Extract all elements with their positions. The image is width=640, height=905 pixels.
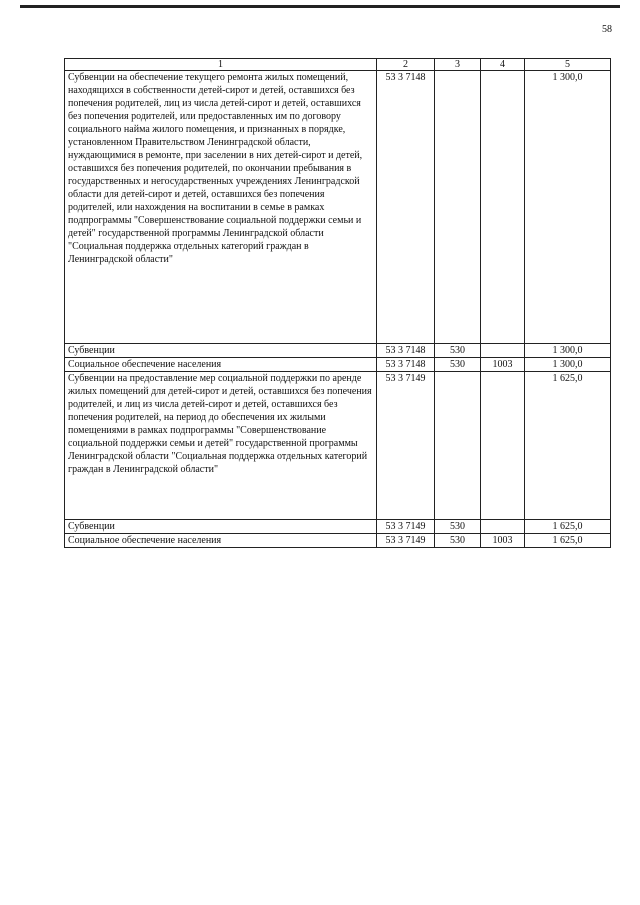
row-amount: 1 300,0 <box>525 71 611 344</box>
row-rz <box>481 520 525 534</box>
row-amount: 1 625,0 <box>525 520 611 534</box>
row-vr: 530 <box>435 344 481 358</box>
row-vr: 530 <box>435 534 481 548</box>
row-name: Субвенции <box>65 520 377 534</box>
row-name: Субвенции <box>65 344 377 358</box>
row-code: 53 3 7148 <box>377 71 435 344</box>
row-amount: 1 300,0 <box>525 358 611 372</box>
budget-table <box>64 58 611 548</box>
row-code: 53 3 7149 <box>377 372 435 520</box>
row-rz <box>481 344 525 358</box>
row-name: Социальное обеспечение населения <box>65 534 377 548</box>
row-code: 53 3 7149 <box>377 534 435 548</box>
header-col-1: 1 <box>65 59 377 71</box>
header-col-5: 5 <box>525 59 611 71</box>
table-row <box>65 534 611 548</box>
header-col-2: 2 <box>377 59 435 71</box>
row-amount: 1 300,0 <box>525 344 611 358</box>
row-code: 53 3 7148 <box>377 344 435 358</box>
table-row <box>65 358 611 372</box>
row-rz: 1003 <box>481 358 525 372</box>
header-row <box>65 59 611 71</box>
header-col-4: 4 <box>481 59 525 71</box>
row-rz: 1003 <box>481 534 525 548</box>
row-amount: 1 625,0 <box>525 372 611 520</box>
page-number: 58 <box>602 24 612 35</box>
row-code: 53 3 7149 <box>377 520 435 534</box>
table-row <box>65 372 611 520</box>
row-vr <box>435 71 481 344</box>
table-row <box>65 344 611 358</box>
row-rz <box>481 372 525 520</box>
header-col-3: 3 <box>435 59 481 71</box>
top-rule <box>20 5 620 8</box>
table-row <box>65 520 611 534</box>
row-name: Субвенции на предоставление мер социальной поддержки по аренде жилых помещений для детей-сирот и детей, оставшихся без попечения родителей, и лиц из числа детей-сирот и детей, оставшихся без попечения родителей, на период до обеспечения их жилыми помещениями в рамках подпрограммы "Совершенствование социальной поддержки семьи и детей" государственной программы Ленинградской области "Социальная поддержка отдельных категорий граждан в Ленинградской области" <box>65 372 377 520</box>
row-vr: 530 <box>435 358 481 372</box>
row-code: 53 3 7148 <box>377 358 435 372</box>
row-vr: 530 <box>435 520 481 534</box>
row-vr <box>435 372 481 520</box>
row-name: Субвенции на обеспечение текущего ремонта жилых помещений, находящихся в собственности детей-сирот и детей, оставшихся без попечения родителей, лиц из числа детей-сирот и детей, оставшихся без попечения родителей, или предоставленных им по договору социального найма жилого помещения, и признанных в порядке, установленном Правительством Ленинградской области, нуждающимися в ремонте, при заселении в них детей-сирот и детей, оставшихся без попечения родителей, по окончании пребывания в государственных и негосударственных учреждениях Ленинградской области для детей-сирот и детей, оставшихся без попечения родителей, или нахождения на воспитании в семье в рамках подпрограммы "Совершенствование социальной поддержки семьи и детей" государственной программы Ленинградской области "Социальная поддержка отдельных категорий граждан в Ленинградской области" <box>65 71 377 344</box>
row-rz <box>481 71 525 344</box>
row-name: Социальное обеспечение населения <box>65 358 377 372</box>
table-row <box>65 71 611 344</box>
row-amount: 1 625,0 <box>525 534 611 548</box>
